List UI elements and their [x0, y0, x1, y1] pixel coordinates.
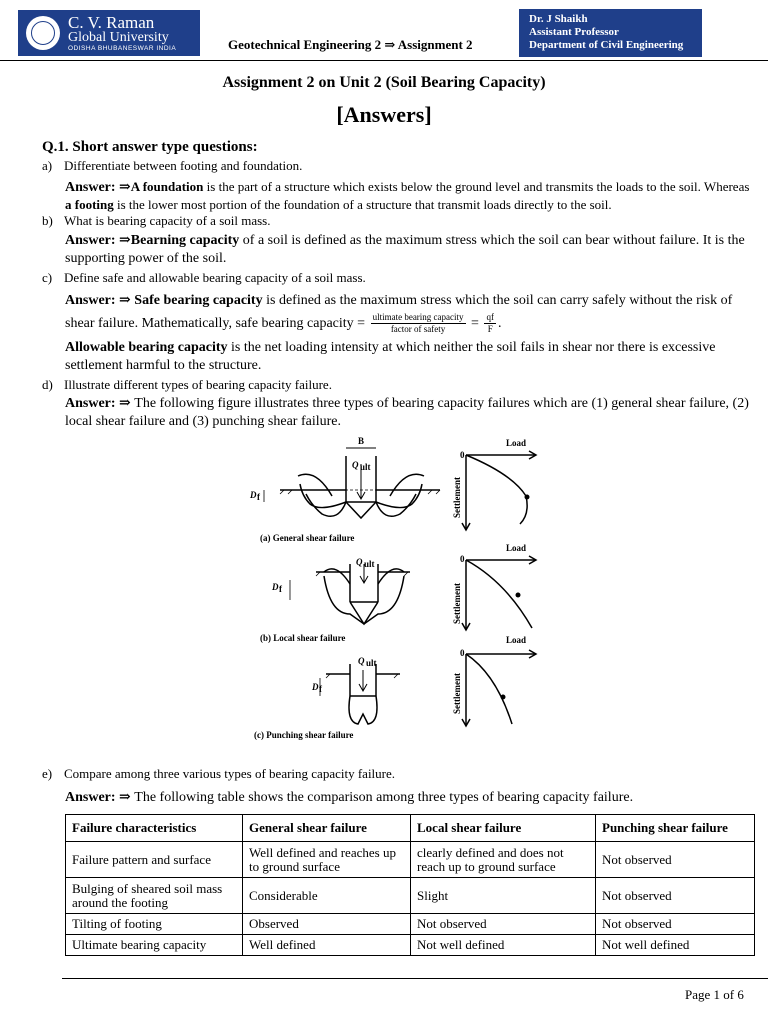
table-cell: Not observed	[596, 878, 755, 914]
table-header: Local shear failure	[411, 815, 596, 842]
question-e: e) Compare among three various types of bearing capacity failure.	[42, 766, 396, 781]
fig-load-c: Load	[506, 635, 527, 645]
fig-settlement-c: Settlement	[452, 673, 462, 714]
fig-df-a: D	[250, 490, 257, 500]
logo-location: ODISHA BHUBANESWAR INDIA	[68, 44, 177, 52]
fig-settlement-a: Settlement	[452, 477, 462, 518]
table-cell: Bulging of sheared soil mass around the footing	[66, 878, 243, 914]
fig-zero-b: 0	[460, 554, 465, 564]
answer-a: Answer: ⇒A foundation is the part of a structure which exists below the ground level and transmits the loads to the soil. Whereas a footing is the lower most portion of the foundation of a structure that transmit loads directly to the soil.	[65, 179, 750, 212]
fig-load-a: Load	[506, 438, 527, 448]
table-header: General shear failure	[243, 815, 411, 842]
page-number: Page 1 of 6	[685, 987, 744, 1002]
general-shear-diagram	[264, 448, 440, 518]
fig-settlement-b: Settlement	[452, 583, 462, 624]
table-cell: Not well defined	[411, 935, 596, 956]
university-logo	[18, 10, 200, 56]
fig-df-b-sub: f	[279, 584, 282, 594]
logo-sub: Global University	[68, 29, 169, 45]
table-cell: clearly defined and does not reach up to ground surface	[411, 842, 596, 878]
author-dept: Department of Civil Engineering	[529, 39, 684, 51]
page-title: Assignment 2 on Unit 2 (Soil Bearing Capacity)	[222, 74, 546, 91]
fig-b-label: B	[358, 436, 365, 446]
footer-rule	[62, 978, 768, 979]
table-cell: Well defined	[243, 935, 411, 956]
fig-caption-c: (c) Punching shear failure	[254, 730, 354, 740]
answer-b: Answer: ⇒Bearning capacity of a soil is defined as the maximum stress which the soil can bear without failure. It is the supporting power of the soil.	[65, 233, 745, 266]
table-cell: Well defined and reaches up to ground surface	[243, 842, 411, 878]
table-row	[66, 914, 755, 935]
table-cell: Tilting of footing	[66, 914, 243, 935]
question-c: c) Define safe and allowable bearing capacity of a soil mass.	[42, 270, 366, 285]
table-cell: Ultimate bearing capacity	[66, 935, 243, 956]
table-header: Failure characteristics	[66, 815, 243, 842]
table-row	[66, 935, 755, 956]
author-name: Dr. J Shaikh	[529, 13, 588, 25]
fig-load-b: Load	[506, 543, 527, 553]
author-role: Assistant Professor	[529, 26, 619, 38]
fig-df-a-sub: f	[257, 492, 260, 502]
table-cell: Not observed	[596, 842, 755, 878]
author-box	[519, 9, 702, 57]
page-subtitle: [Answers]	[336, 102, 432, 127]
table-cell: Not observed	[411, 914, 596, 935]
course-title: Geotechnical Engineering 2 ⇒ Assignment 2	[228, 37, 473, 52]
table-cell: Failure pattern and surface	[66, 842, 243, 878]
answer-e: Answer: ⇒ The following table shows the comparison among three types of bearing capacity failure.	[65, 790, 634, 805]
answer-c-allowable: Allowable bearing capacity is the net loading intensity at which neither the soil fails in shear nor there is excessive settlement harmful to the structure.	[65, 340, 716, 373]
fig-df-b: D	[272, 582, 279, 592]
seal-icon	[26, 16, 60, 50]
question-b: b) What is bearing capacity of a soil mass.	[42, 213, 271, 228]
bearing-failure-figure	[240, 434, 550, 744]
logo-name: C. V. Raman	[68, 12, 155, 32]
fig-df-c: D	[312, 682, 319, 692]
question-d: d) Illustrate different types of bearing capacity failure.	[42, 377, 332, 392]
header-rule	[0, 60, 768, 61]
answer-d: Answer: ⇒ The following figure illustrates three types of bearing capacity failures which are (1) general shear failure, (2) local shear failure and (3) punching shear failure.	[65, 396, 749, 429]
question-a: a) Differentiate between footing and foundation.	[42, 158, 303, 173]
fig-caption-b: (b) Local shear failure	[260, 633, 346, 643]
fraction-qf: $\frac{qf}{F}$	[486, 312, 494, 335]
fig-df-c-sub: f	[319, 684, 322, 694]
comparison-table	[65, 814, 755, 956]
table-header-row	[66, 815, 755, 842]
fig-qult-b: Q	[356, 557, 363, 567]
table-cell: Slight	[411, 878, 596, 914]
fig-zero-c: 0	[460, 648, 465, 658]
fig-zero-a: 0	[460, 450, 465, 460]
table-cell: Considerable	[243, 878, 411, 914]
fig-qult-c: Q	[358, 656, 365, 666]
fig-qult-b-sub: ult	[364, 559, 375, 569]
table-cell: Not observed	[596, 914, 755, 935]
table-row	[66, 878, 755, 914]
fig-qult-c-sub: ult	[366, 658, 377, 668]
fraction-ubc: $\frac{\text{ultimate bearing capacity}}{\text{factor of safety}}$	[372, 312, 464, 335]
section-heading: Q.1. Short answer type questions:	[42, 139, 258, 155]
table-cell: Not well defined	[596, 935, 755, 956]
table-header: Punching shear failure	[596, 815, 755, 842]
fig-caption-a: (a) General shear failure	[260, 533, 355, 543]
table-row	[66, 842, 755, 878]
fig-qult-a-sub: ult	[360, 462, 371, 472]
table-cell: Observed	[243, 914, 411, 935]
fig-qult-a: Q	[352, 460, 359, 470]
answer-c: Answer: ⇒ Safe bearing capacity is defined as the maximum stress which the soil can carry safely without the risk of shear failure. Mathematically, safe bearing capacity = $\frac{\text{ultimate bearing capacity}}{\text{factor of safety}}$ = $\frac{qf}{F}$ .	[65, 293, 733, 335]
